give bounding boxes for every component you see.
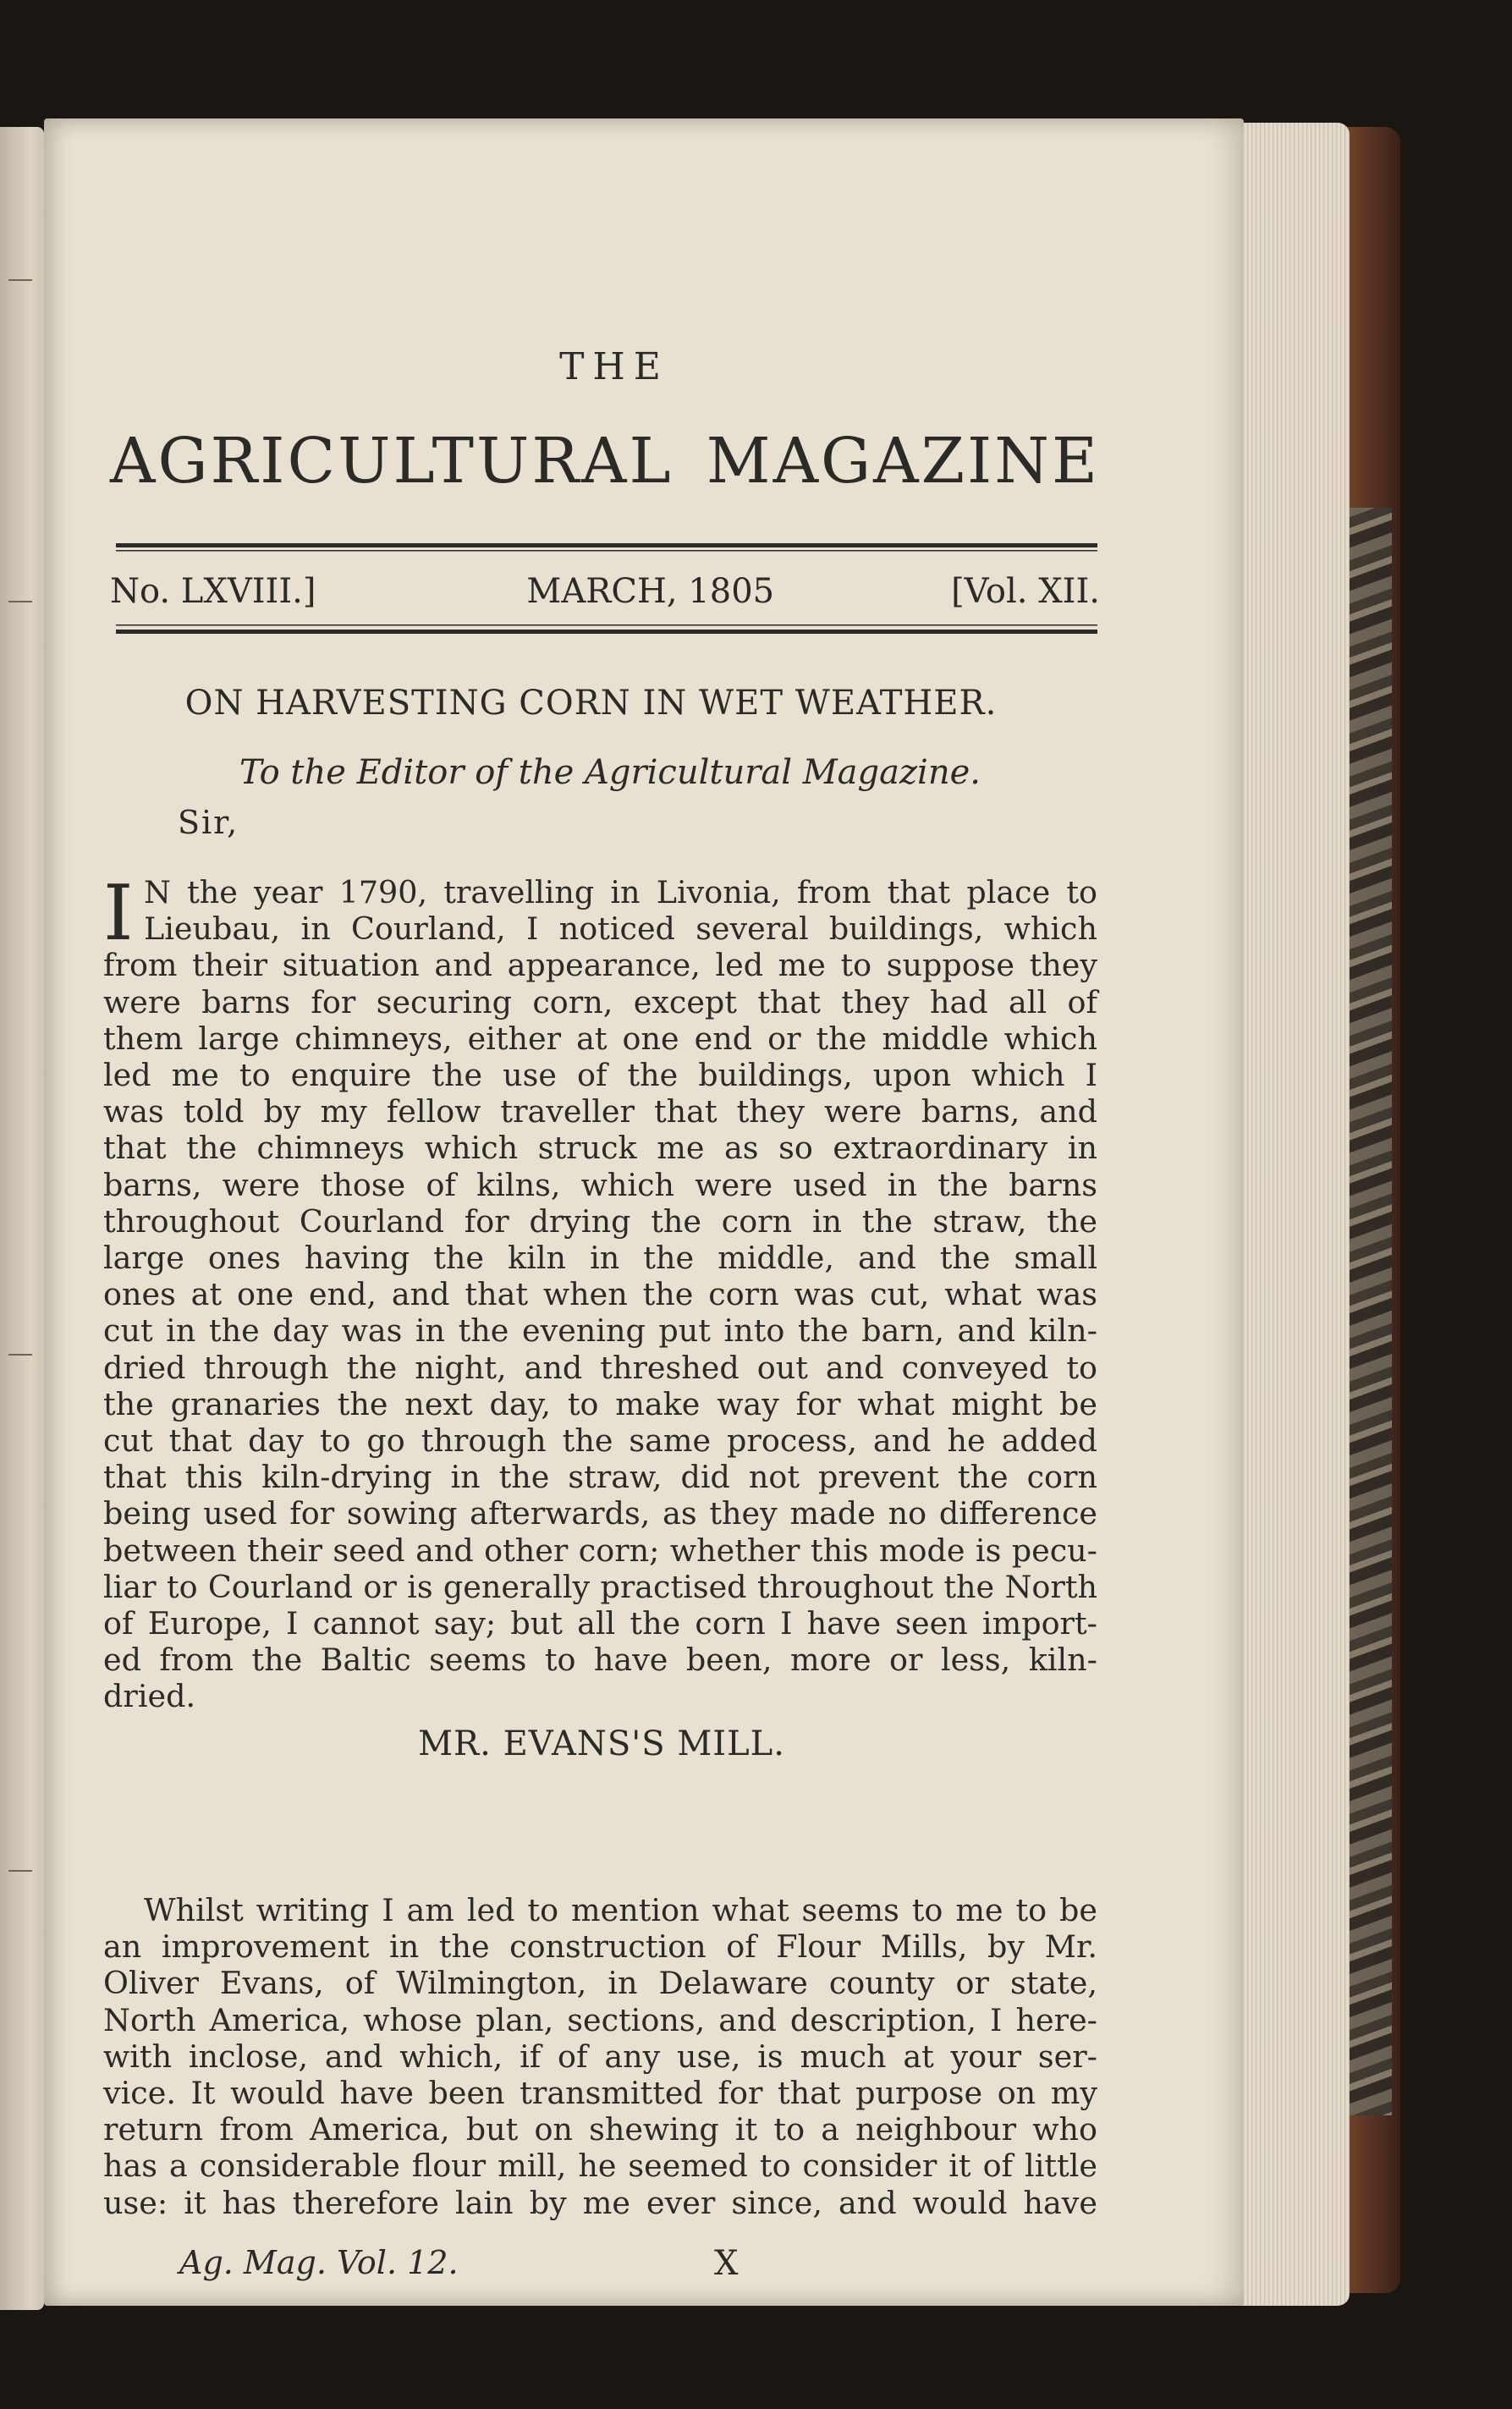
body-line: ed from the Baltic seems to have been, more or less, kiln- [103, 1642, 1097, 1679]
issue-number: No. LXVIII.] [110, 572, 316, 611]
section-title: MR. EVANS'S MILL. [418, 1724, 785, 1763]
body-line: that this kiln-drying in the straw, did not prevent the corn [103, 1459, 1097, 1496]
facing-page-rule [8, 601, 32, 602]
issue-date: MARCH, 1805 [526, 572, 775, 611]
body-line: dried. [103, 1678, 196, 1715]
body-line: throughout Courland for drying the corn in the straw, the [103, 1202, 1097, 1240]
body-line: with inclose, and which, if of any use, is much at your ser- [103, 2038, 1097, 2075]
masthead-bottom-rule [116, 623, 1097, 638]
article-body [103, 869, 1097, 1715]
body-line: between their seed and other corn; whether this mode is pecu- [103, 1532, 1097, 1569]
signature-mark: X [714, 2244, 739, 2283]
body-line: N the year 1790, travelling in Livonia, from that place to [144, 874, 1097, 910]
body-line: from their situation and appearance, led me to suppose they [103, 947, 1097, 984]
body-line: Whilst writing I am led to mention what seems to me to be [144, 1892, 1097, 1928]
body-line: liar to Courland or is generally practised throughout the North [103, 1568, 1097, 1605]
body-line: that the chimneys which struck me as so extraordinary in [103, 1130, 1097, 1167]
article-title: ON HARVESTING CORN IN WET WEATHER. [184, 684, 998, 723]
body-line: of Europe, I cannot say; but all the corn I have seen import- [103, 1605, 1097, 1642]
body-line: cut that day to go through the same process, and he added [103, 1422, 1097, 1460]
salutation: Sir, [178, 804, 239, 841]
body-line: return from America, but on shewing it to a neighbour who [103, 2111, 1097, 2148]
facing-page-rule [8, 1354, 32, 1356]
body-line: was told by my fellow traveller that they were barns, and [103, 1093, 1097, 1130]
facing-page-rule [8, 1870, 32, 1872]
body-line: the granaries the next day, to make way for what might be [103, 1385, 1097, 1422]
body-line: being used for sowing afterwards, as they made no difference [103, 1495, 1097, 1532]
body-line: an improvement in the construction of Flour Mills, by Mr. [103, 1928, 1097, 1966]
body-line: were barns for securing corn, except that they had all of [103, 983, 1097, 1020]
body-line: barns, were those of kilns, which were used in the barns [103, 1166, 1097, 1203]
masthead-the: THE [559, 345, 669, 388]
body-line: large ones having the kiln in the middle, and the small [103, 1240, 1097, 1277]
body-line: has a considerable flour mill, he seemed to consider it of little [103, 2148, 1097, 2185]
drop-cap: I [103, 869, 134, 958]
body-line: dried through the night, and threshed out and conveyed to [103, 1349, 1097, 1386]
body-line: vice. It would have been transmitted for that purpose on my [103, 2075, 1097, 2112]
facing-page-edge [0, 127, 44, 2310]
facing-page-rule [8, 279, 32, 281]
page-stack-edge [1240, 123, 1350, 2306]
signature-line: Ag. Mag. Vol. 12. [179, 2244, 459, 2281]
body-line: cut in the day was in the evening put into the barn, and kiln- [103, 1312, 1097, 1350]
masthead-title: AGRICULTURAL MAGAZINE [110, 425, 1100, 498]
body-line: use: it has therefore lain by me ever since, and would have [103, 2184, 1097, 2221]
body-line: led me to enquire the use of the buildings, upon which I [103, 1057, 1097, 1094]
magazine-page [44, 118, 1244, 2306]
issue-volume: [Vol. XII. [951, 572, 1100, 611]
masthead-top-rule [116, 542, 1097, 553]
article-address: To the Editor of the Agricultural Magazine. [239, 753, 981, 792]
issue-line [110, 572, 1100, 611]
body-line: ones at one end, and that when the corn was cut, what was [103, 1276, 1097, 1313]
body-line: Lieubau, in Courland, I noticed several buildings, which [144, 910, 1097, 948]
body-line: Oliver Evans, of Wilmington, in Delaware county or state, [103, 1965, 1097, 2002]
body-line: them large chimneys, either at one end or the middle which [103, 1020, 1097, 1057]
body-line: North America, whose plan, sections, and description, I here- [103, 2001, 1097, 2038]
section-body [103, 1892, 1097, 2221]
